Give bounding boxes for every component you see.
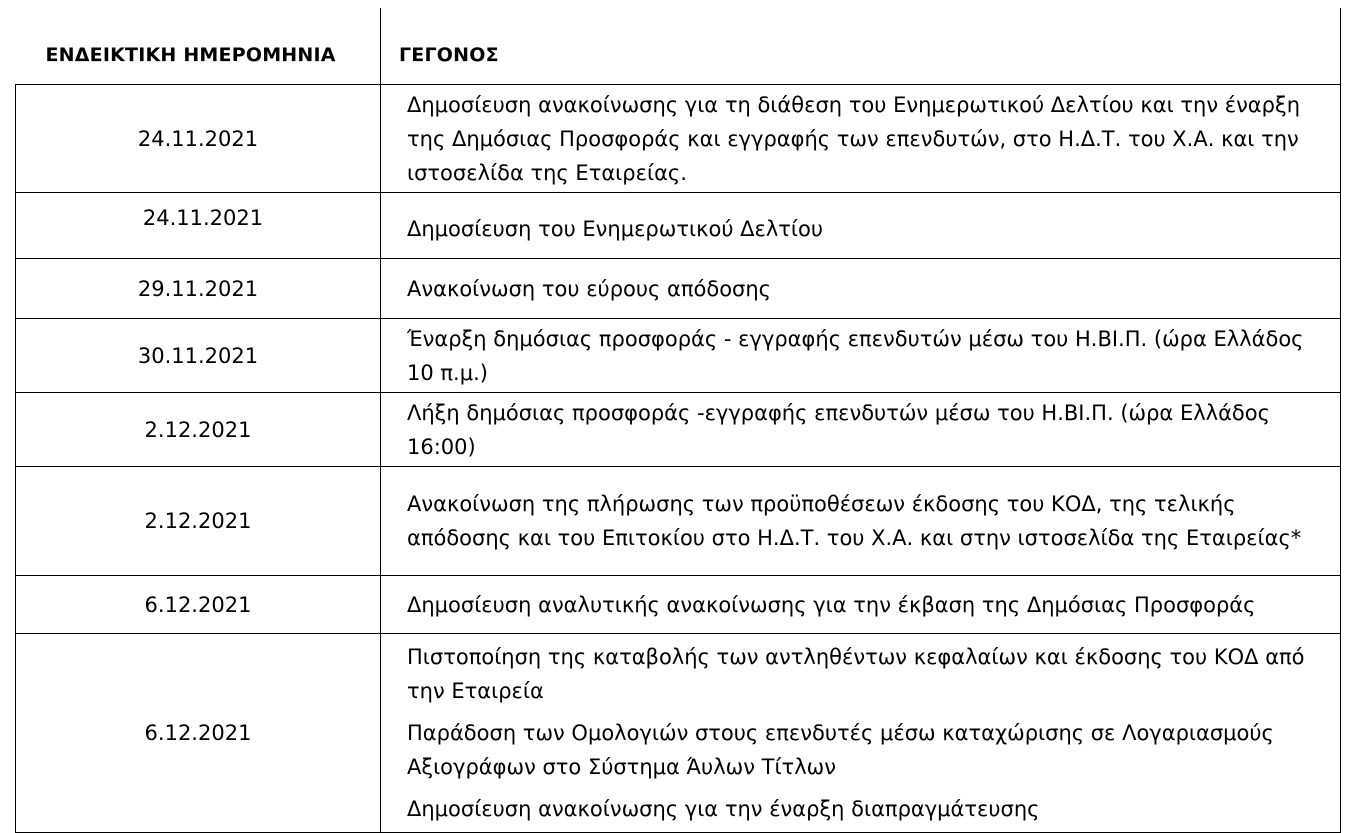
- event-text: Δημοσίευση αναλυτικής ανακοίνωσης για την έκβαση της Δημόσιας Προσφοράς: [407, 592, 1256, 617]
- row-event: [381, 319, 1341, 393]
- timetable-document: [15, 8, 1340, 833]
- table-row: [16, 576, 1341, 634]
- row-event: [381, 259, 1341, 319]
- row-event: [381, 193, 1341, 259]
- table-row: [16, 393, 1341, 467]
- event-text: Ανακοίνωση του εύρους απόδοσης: [407, 276, 772, 301]
- row-date: [16, 193, 381, 259]
- row-event: [381, 467, 1341, 576]
- event-text: Δημοσίευση ανακοίνωσης για την έναρξη διαπραγμάτευσης: [407, 797, 1040, 821]
- header-event: ΓΕΓΟΝΟΣ: [381, 8, 1341, 85]
- row-date: 24.11.2021: [16, 85, 381, 193]
- event-text: Έναρξη δημόσιας προσφοράς - εγγραφής επενδυτών μέσω του Η.ΒΙ.Π. (ώρα Ελλάδος 10 π.μ.): [407, 326, 1304, 385]
- row-event: [381, 393, 1341, 467]
- row-event: [381, 85, 1341, 193]
- table-header-row: [16, 8, 1341, 85]
- row-event: [381, 634, 1341, 833]
- event-text: Παράδοση των Ομολογιών στους επενδυτές μέσω καταχώρισης σε Λογαριασμούς Αξιογράφων στο Σύστημα Άυλων Τίτλων: [407, 721, 1274, 779]
- table-row: [16, 259, 1341, 319]
- timetable: [15, 8, 1341, 833]
- table-row: [16, 467, 1341, 576]
- event-text: Λήξη δημόσιας προσφοράς -εγγραφής επενδυτών μέσω του Η.ΒΙ.Π. (ώρα Ελλάδος 16:00): [407, 400, 1270, 459]
- row-date: 6.12.2021: [16, 634, 381, 833]
- event-text: Δημοσίευση του Ενημερωτικού Δελτίου: [407, 216, 824, 241]
- date-text: 24.11.2021: [142, 205, 264, 230]
- header-date: ΕΝΔΕΙΚΤΙΚΗ ΗΜΕΡΟΜΗΝΙΑ: [16, 8, 381, 85]
- table-row: [16, 85, 1341, 193]
- table-row: [16, 193, 1341, 259]
- event-text: Πιστοποίηση της καταβολής των αντληθέντων κεφαλαίων και έκδοσης του ΚΟΔ από την Εταιρεία: [407, 645, 1305, 703]
- row-date: 30.11.2021: [16, 319, 381, 393]
- row-date: 6.12.2021: [16, 576, 381, 634]
- event-text: Ανακοίνωση της πλήρωσης των προϋποθέσεων έκδοσης του ΚΟΔ, της τελικής απόδοσης και του Επιτοκίου στο Η.Δ.Τ. του Χ.Α. και στην ιστοσελίδα της Εταιρείας*: [407, 492, 1302, 550]
- table-row: [16, 634, 1341, 833]
- event-text: Δημοσίευση ανακοίνωσης για τη διάθεση του Ενημερωτικού Δελτίου και την έναρξη της Δημόσιας Προσφοράς και εγγραφής των επενδυτών, στο Η.Δ.Τ. του Χ.Α. και την ιστοσελίδα της Εταιρείας.: [407, 92, 1301, 185]
- row-date: 29.11.2021: [16, 259, 381, 319]
- table-row: [16, 319, 1341, 393]
- row-date: 2.12.2021: [16, 393, 381, 467]
- row-date: 2.12.2021: [16, 467, 381, 576]
- row-event: [381, 576, 1341, 634]
